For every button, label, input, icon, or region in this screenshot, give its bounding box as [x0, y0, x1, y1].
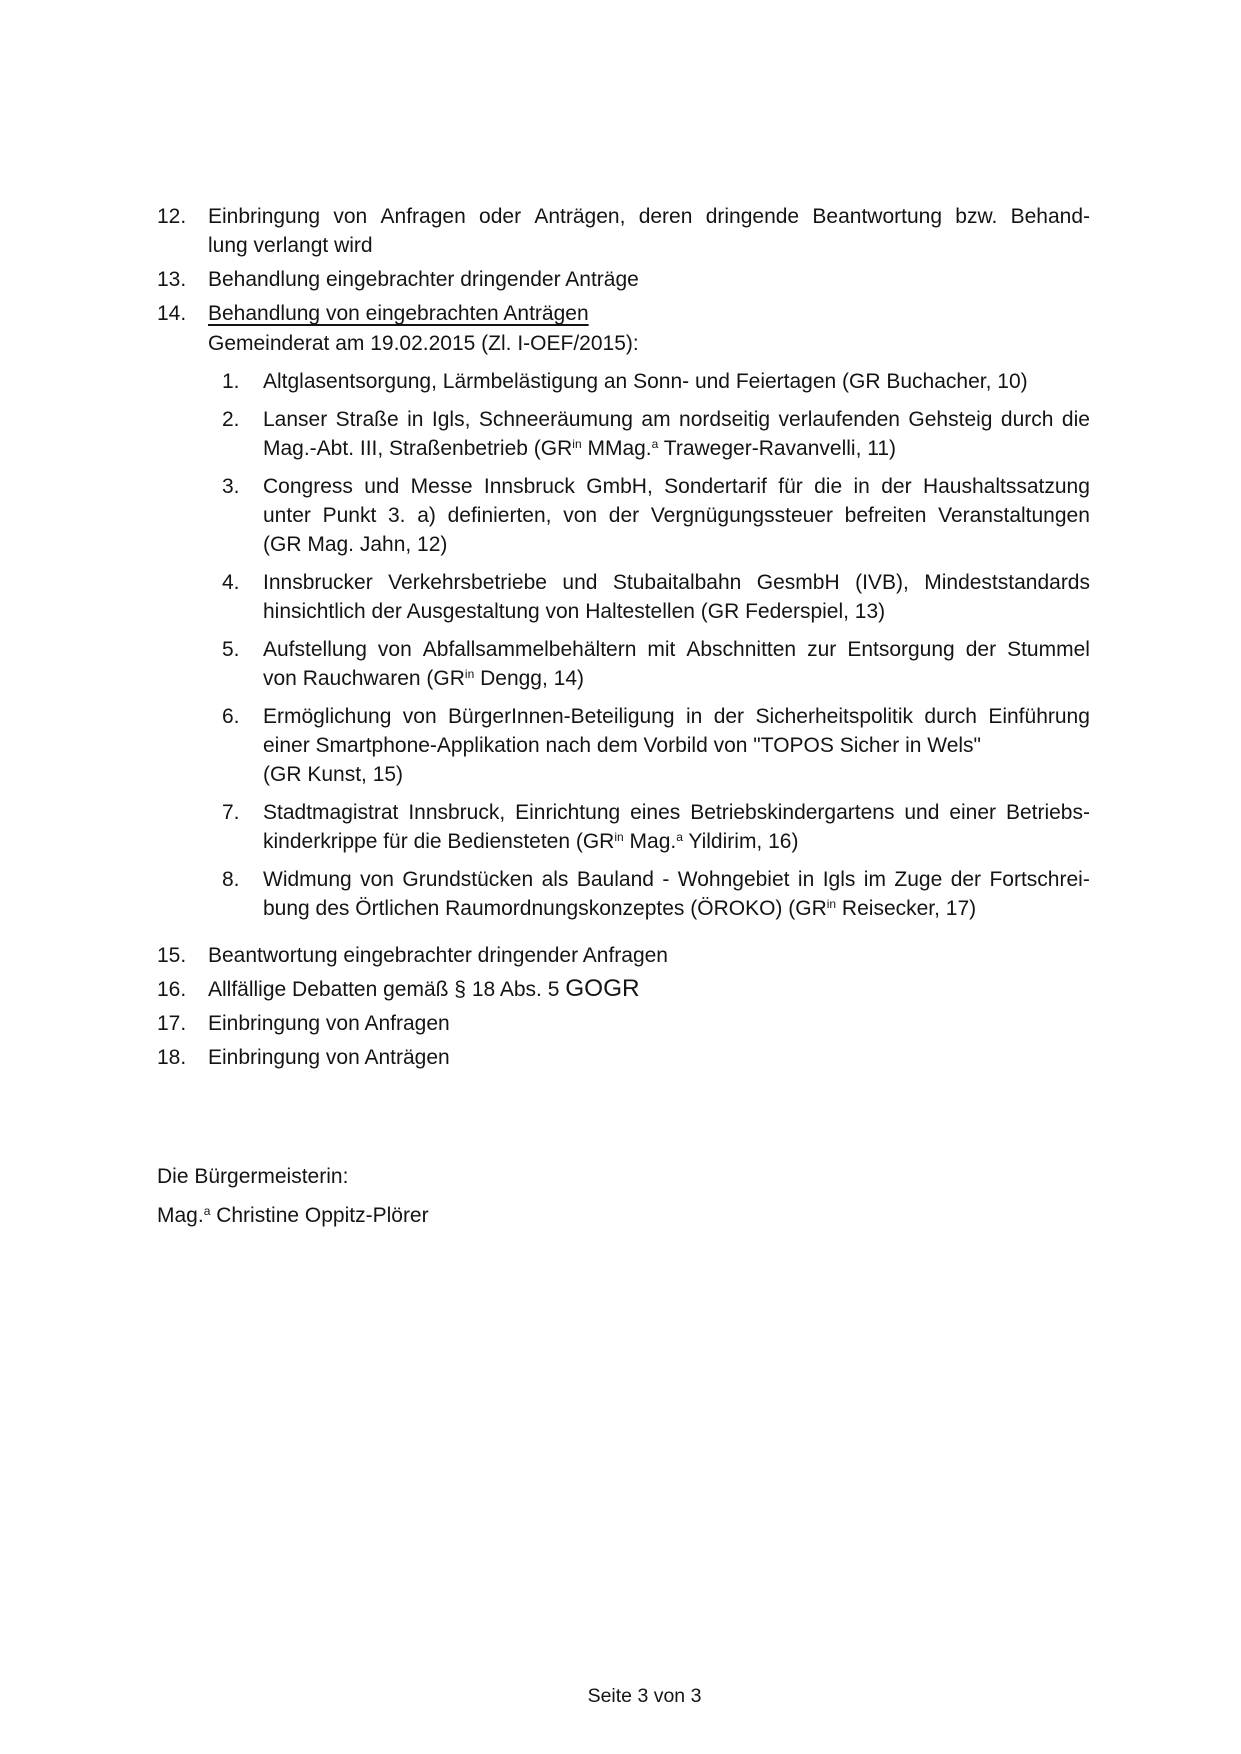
- item-text: [263, 568, 1090, 626]
- item-number: 17.: [157, 1012, 187, 1035]
- text-line: Altglasentsorgung, Lärmbelästigung an Sonn- und Feiertagen (GR Buchacher, 10): [263, 370, 1028, 393]
- agenda-subitem: [222, 405, 1090, 463]
- item-text: [208, 265, 1090, 294]
- text-line: Congress und Messe Innsbruck GmbH, Sondertarif für die in der Haushaltssatzung: [263, 475, 1090, 498]
- text-line: Einbringung von Anfragen oder Anträgen, deren dringende Beantwortung bzw. Behand-: [208, 205, 1090, 228]
- sublist-heading: Gemeinderat am 19.02.2015 (Zl. I-OEF/2015):: [208, 332, 639, 355]
- text-line: einer Smartphone-Applikation nach dem Vorbild von "TOPOS Sicher in Wels": [263, 734, 981, 757]
- item-number: 1.: [222, 370, 240, 393]
- item-text: [263, 405, 1090, 463]
- agenda-list: [157, 202, 1090, 1072]
- item-number: 15.: [157, 944, 187, 967]
- signature-role: Die Bürgermeisterin:: [157, 1165, 349, 1188]
- item-number: 3.: [222, 475, 240, 498]
- agenda-item: [157, 1043, 1090, 1072]
- agenda-item: [157, 975, 1090, 1004]
- item-number: 7.: [222, 801, 240, 824]
- agenda-subitem: [222, 798, 1090, 856]
- text-line: Allfällige Debatten gemäß § 18 Abs. 5 GOGR: [208, 975, 640, 1002]
- text-line: von Rauchwaren ($GR^{in}$ Dengg, 14): [263, 667, 585, 690]
- item-text: [263, 635, 1090, 693]
- item-text: [208, 1043, 1090, 1072]
- agenda-subitem: [222, 367, 1090, 396]
- text-line: Widmung von Grundstücken als Bauland - Wohngebiet in Igls im Zuge der Fortschrei-: [263, 868, 1090, 891]
- item-number: 16.: [157, 978, 187, 1001]
- agenda-item: [157, 299, 1090, 936]
- item-number: 4.: [222, 571, 240, 594]
- item-number: 5.: [222, 638, 240, 661]
- item-text: [208, 1009, 1090, 1038]
- signature-name: Mag.$^a$ Christine Oppitz-Plörer: [157, 1204, 429, 1227]
- text-line: Mag.-Abt. III, Straßenbetrieb ($GR^{in}$ MMag.$^a$ Traweger-Ravanvelli, 11): [263, 437, 897, 460]
- item-text: [263, 472, 1090, 559]
- text-line: bung des Örtlichen Raumordnungskonzeptes (ÖROKO) ($GR^{in}$ Reisecker, 17): [263, 897, 977, 920]
- item-number: 6.: [222, 705, 240, 728]
- agenda-item: [157, 202, 1090, 260]
- agenda-item: [157, 265, 1090, 294]
- signature-block: [157, 1162, 1090, 1230]
- text-line: Stadtmagistrat Innsbruck, Einrichtung eines Betriebskindergartens und einer Betriebs-: [263, 801, 1090, 824]
- agenda-item: [157, 941, 1090, 970]
- text-line: Beantwortung eingebrachter dringender Anfragen: [208, 944, 668, 967]
- sub-agenda-list: [222, 367, 1090, 923]
- agenda-subitem: [222, 702, 1090, 789]
- item-text: [263, 702, 1090, 789]
- item-number: 13.: [157, 268, 187, 291]
- agenda-item: [157, 1009, 1090, 1038]
- item-text: [208, 975, 1090, 1004]
- item-text: [208, 941, 1090, 970]
- text-line: (GR Mag. Jahn, 12): [263, 533, 448, 556]
- text-line: Behandlung eingebrachter dringender Anträge: [208, 268, 639, 291]
- item-text: [263, 865, 1090, 923]
- text-line: Behandlung von eingebrachten Anträgen: [208, 302, 589, 325]
- agenda-subitem: [222, 568, 1090, 626]
- item-text: [263, 798, 1090, 856]
- text-line: Einbringung von Anträgen: [208, 1046, 450, 1069]
- item-number: 18.: [157, 1046, 187, 1069]
- text-line: Einbringung von Anfragen: [208, 1012, 450, 1035]
- agenda-subitem: [222, 865, 1090, 923]
- text-line: lung verlangt wird: [208, 234, 373, 257]
- text-line: unter Punkt 3. a) definierten, von der Vergnügungssteuer befreiten Veranstaltungen: [263, 504, 1090, 527]
- page-number: Seite 3 von 3: [587, 1685, 702, 1707]
- text-line: kinderkrippe für die Bediensteten ($GR^{in}$ Mag.$^a$ Yildirim, 16): [263, 830, 799, 853]
- text-line: Ermöglichung von BürgerInnen-Beteiligung in der Sicherheitspolitik durch Einführung: [263, 705, 1090, 728]
- item-number: 12.: [157, 205, 187, 228]
- item-number: 14.: [157, 302, 187, 325]
- emphasized-text: GOGR: [565, 975, 640, 1002]
- item-text: [263, 367, 1090, 396]
- agenda-subitem: [222, 635, 1090, 693]
- text-line: Lanser Straße in Igls, Schneeräumung am nordseitig verlaufenden Gehsteig durch die: [263, 408, 1090, 431]
- text-line: hinsichtlich der Ausgestaltung von Haltestellen (GR Federspiel, 13): [263, 600, 886, 623]
- item-number: 8.: [222, 868, 240, 891]
- text-line: Innsbrucker Verkehrsbetriebe und Stubaitalbahn GesmbH (IVB), Mindeststandards: [263, 571, 1090, 594]
- item-text: [208, 299, 1090, 936]
- agenda-subitem: [222, 472, 1090, 559]
- item-text: [208, 202, 1090, 260]
- item-number: 2.: [222, 408, 240, 431]
- text-line: Aufstellung von Abfallsammelbehältern mit Abschnitten zur Entsorgung der Stummel: [263, 638, 1090, 661]
- text-line: (GR Kunst, 15): [263, 763, 404, 786]
